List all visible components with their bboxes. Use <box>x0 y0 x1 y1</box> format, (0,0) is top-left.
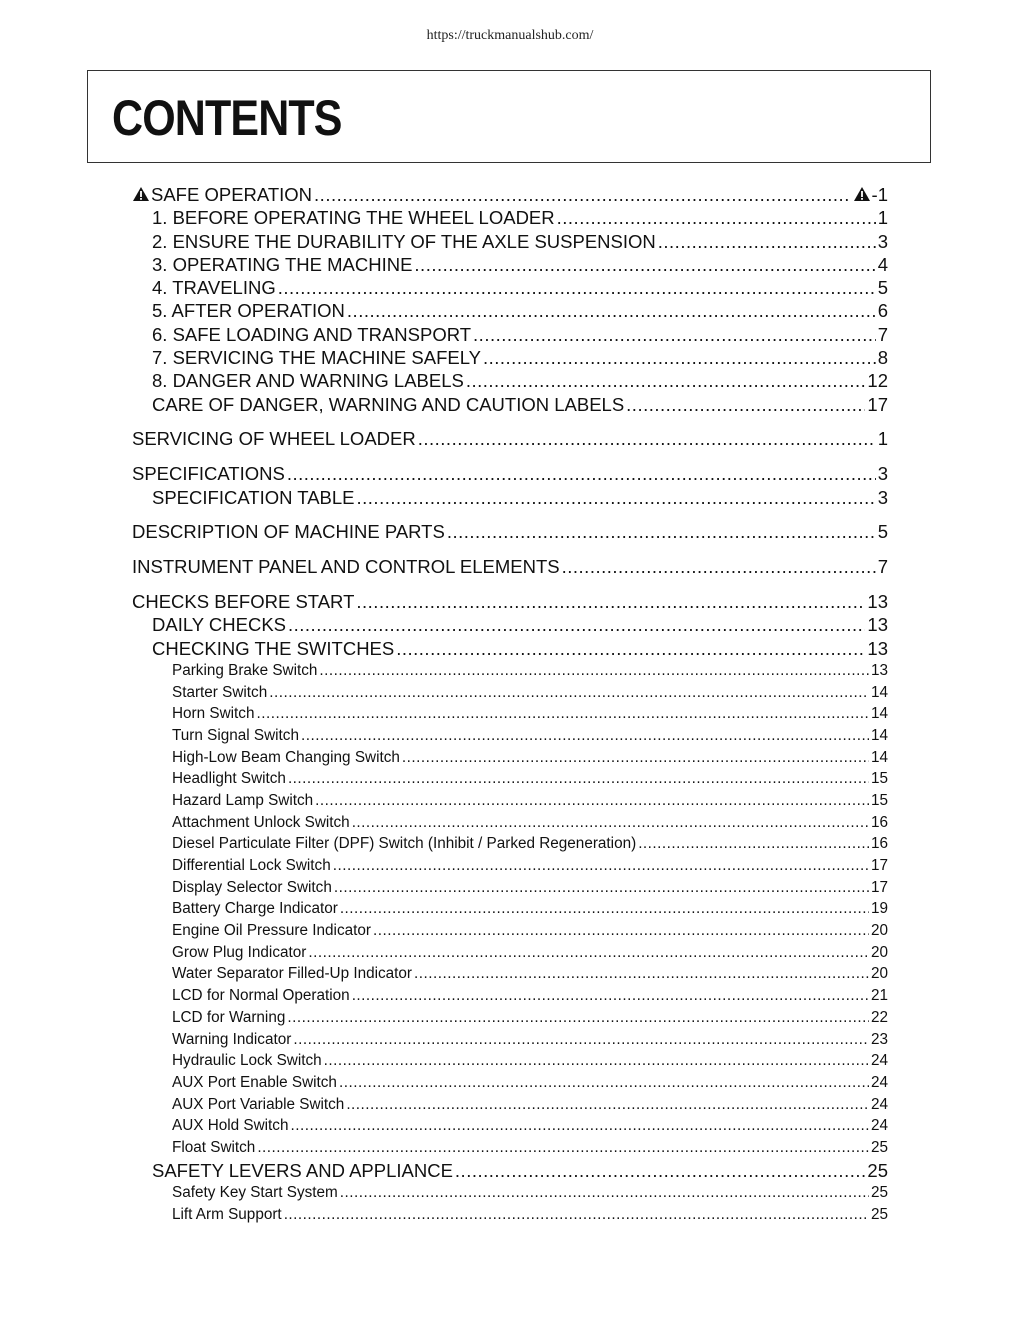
toc-entry-page <box>871 747 888 769</box>
toc-entry-page <box>867 1159 888 1182</box>
toc-entry-text: Starter Switch <box>172 683 268 701</box>
toc-entry[interactable] <box>132 812 888 834</box>
toc-entry-page <box>871 963 888 985</box>
toc-entry-text: SPECIFICATION TABLE <box>152 486 355 508</box>
toc-entry[interactable] <box>132 790 888 812</box>
toc-entry-page <box>871 1204 888 1226</box>
page-number: 17 <box>867 393 888 415</box>
toc-entry-text: INSTRUMENT PANEL AND CONTROL ELEMENTS <box>132 556 560 578</box>
page-number: 15 <box>870 791 888 809</box>
toc-entry-page <box>878 323 888 346</box>
toc-entry[interactable] <box>132 1115 888 1137</box>
dot-leader <box>396 637 865 660</box>
toc-entry[interactable] <box>132 1159 888 1182</box>
page-number: 13 <box>870 661 888 679</box>
toc-entry-text: High-Low Beam Changing Switch <box>172 748 400 766</box>
toc-entry[interactable] <box>132 855 888 877</box>
toc-entry-label <box>152 486 355 509</box>
toc-entry[interactable] <box>132 520 888 543</box>
toc-entry[interactable] <box>132 660 888 682</box>
toc-entry-label <box>172 1029 291 1051</box>
toc-entry[interactable] <box>132 183 888 206</box>
toc-entry-label <box>172 898 338 920</box>
toc-entry-text: 1. BEFORE OPERATING THE WHEEL LOADER <box>152 207 555 229</box>
toc-entry-text: LCD for Normal Operation <box>172 987 350 1005</box>
dot-leader <box>339 1072 869 1094</box>
toc-entry-label <box>172 660 317 682</box>
toc-entry-page <box>871 1115 888 1137</box>
dot-leader <box>418 427 876 450</box>
toc-entry-label <box>172 920 371 942</box>
page-number: 6 <box>877 300 888 322</box>
toc-entry-label <box>152 206 555 229</box>
page-number: 20 <box>870 922 888 940</box>
toc-entry[interactable] <box>132 1137 888 1159</box>
page-number: 5 <box>877 277 888 299</box>
toc-entry-label <box>172 1072 337 1094</box>
toc-entry-label <box>132 462 285 485</box>
toc-entry[interactable] <box>132 985 888 1007</box>
toc-entry-text: Display Selector Switch <box>172 878 332 896</box>
toc-entry-label <box>172 747 400 769</box>
dot-leader <box>340 898 869 920</box>
toc-entry-page <box>878 299 888 322</box>
toc-entry-text: Engine Oil Pressure Indicator <box>172 922 371 940</box>
toc-entry-text: DESCRIPTION OF MACHINE PARTS <box>132 521 445 543</box>
toc-entry-text: Battery Charge Indicator <box>172 900 338 918</box>
toc-entry-text: 7. SERVICING THE MACHINE SAFELY <box>152 347 481 369</box>
toc-entry-text: Lift Arm Support <box>172 1205 282 1223</box>
page-number: 17 <box>870 878 888 896</box>
toc-entry-text: Warning Indicator <box>172 1030 292 1048</box>
toc-entry-page <box>871 703 888 725</box>
dot-leader <box>455 1159 866 1182</box>
toc-entry-label <box>152 323 471 346</box>
toc-entry-page <box>853 183 888 206</box>
toc-entry-text: 3. OPERATING THE MACHINE <box>152 253 413 275</box>
toc-entry-label <box>172 1007 285 1029</box>
dot-leader <box>257 1137 869 1159</box>
toc-entry-text: Parking Brake Switch <box>172 661 318 679</box>
page-number: 19 <box>870 900 888 918</box>
dot-leader <box>414 253 875 276</box>
table-of-contents <box>132 183 888 1225</box>
toc-entry-text: 2. ENSURE THE DURABILITY OF THE AXLE SUSPENSION <box>152 230 656 252</box>
toc-entry-text: 5. AFTER OPERATION <box>152 300 345 322</box>
dot-leader <box>334 877 869 899</box>
toc-entry[interactable] <box>132 299 888 322</box>
toc-entry-label <box>172 1115 288 1137</box>
toc-entry-page <box>867 393 888 416</box>
dot-leader <box>466 369 866 392</box>
toc-entry-text: Water Separator Filled-Up Indicator <box>172 965 413 983</box>
toc-entry[interactable] <box>132 369 888 392</box>
dot-leader <box>315 790 869 812</box>
dot-leader <box>301 725 869 747</box>
toc-entry-label <box>172 682 267 704</box>
source-url: https://truckmanualshub.com/ <box>426 28 594 43</box>
dot-leader <box>293 1029 869 1051</box>
page-number: 16 <box>870 835 888 853</box>
toc-entry-label <box>152 230 656 253</box>
page-number: 20 <box>870 965 888 983</box>
toc-entry-page <box>871 790 888 812</box>
toc-entry[interactable] <box>132 276 888 299</box>
toc-entry[interactable] <box>132 877 888 899</box>
toc-entry-text: 4. TRAVELING <box>152 277 276 299</box>
dot-leader <box>290 1115 869 1137</box>
toc-entry-text: CARE OF DANGER, WARNING AND CAUTION LABELS <box>152 393 625 415</box>
toc-entry[interactable] <box>132 1072 888 1094</box>
toc-entry-page <box>871 1007 888 1029</box>
page-number: 24 <box>870 1073 888 1091</box>
page-number: 14 <box>870 726 888 744</box>
dot-leader <box>658 230 876 253</box>
toc-entry-label <box>172 985 350 1007</box>
page-number: 16 <box>870 813 888 831</box>
toc-entry-text: SAFETY LEVERS AND APPLIANCE <box>152 1159 453 1181</box>
toc-entry-label <box>172 1137 255 1159</box>
page-number: 25 <box>867 1159 888 1181</box>
dot-leader <box>414 963 869 985</box>
toc-entry[interactable] <box>132 206 888 229</box>
toc-entry-text: Horn Switch <box>172 705 255 723</box>
toc-entry[interactable] <box>132 1204 888 1226</box>
toc-entry-page <box>871 833 888 855</box>
toc-entry[interactable] <box>132 590 888 613</box>
toc-entry-page <box>871 920 888 942</box>
toc-entry-label <box>172 725 299 747</box>
toc-entry-page <box>878 346 888 369</box>
toc-entry-page <box>867 590 888 613</box>
page-number: 22 <box>870 1008 888 1026</box>
toc-entry-page <box>871 877 888 899</box>
toc-entry-text: LCD for Warning <box>172 1008 286 1026</box>
toc-entry-text: DAILY CHECKS <box>152 614 286 636</box>
dot-leader <box>347 299 876 322</box>
toc-entry-label <box>152 253 412 276</box>
toc-entry-page <box>878 555 888 578</box>
toc-entry-text: CHECKS BEFORE START <box>132 590 355 612</box>
toc-entry[interactable] <box>132 230 888 253</box>
page-number: 17 <box>870 857 888 875</box>
toc-entry-label <box>152 369 464 392</box>
toc-entry[interactable] <box>132 1007 888 1029</box>
toc-entry-page <box>871 725 888 747</box>
toc-entry-text: Attachment Unlock Switch <box>172 813 350 831</box>
toc-entry-page <box>867 637 888 660</box>
toc-entry-page <box>867 369 888 392</box>
toc-entry[interactable] <box>132 323 888 346</box>
toc-entry-label <box>172 812 350 834</box>
dot-leader <box>373 920 869 942</box>
toc-entry-text: Float Switch <box>172 1138 256 1156</box>
toc-entry[interactable] <box>132 393 888 416</box>
dot-leader <box>447 520 876 543</box>
toc-entry[interactable] <box>132 637 888 660</box>
toc-entry-label <box>132 590 354 613</box>
toc-entry-text: AUX Hold Switch <box>172 1117 289 1135</box>
page-number: 8 <box>877 347 888 369</box>
toc-entry-label <box>172 855 331 877</box>
dot-leader <box>308 942 869 964</box>
page-number: 23 <box>870 1030 888 1048</box>
toc-entry[interactable] <box>132 920 888 942</box>
toc-entry-page <box>871 1050 888 1072</box>
toc-entry-label <box>132 555 560 578</box>
toc-entry-text: 8. DANGER AND WARNING LABELS <box>152 370 464 392</box>
toc-entry[interactable] <box>132 768 888 790</box>
toc-entry-label <box>152 1159 453 1182</box>
toc-entry-label <box>152 393 624 416</box>
page-number: 24 <box>870 1117 888 1135</box>
toc-entry[interactable] <box>132 703 888 725</box>
toc-entry[interactable] <box>132 833 888 855</box>
toc-entry[interactable] <box>132 1050 888 1072</box>
toc-entry-label <box>172 1050 322 1072</box>
toc-entry-label <box>152 276 276 299</box>
warning-triangle-icon <box>132 186 150 202</box>
page-number: 3 <box>877 463 888 485</box>
toc-entry-text: Turn Signal Switch <box>172 726 299 744</box>
toc-entry-text: AUX Port Enable Switch <box>172 1073 337 1091</box>
toc-entry[interactable] <box>132 1182 888 1204</box>
dot-leader <box>473 323 876 346</box>
toc-entry[interactable] <box>132 346 888 369</box>
dot-leader <box>483 346 876 369</box>
toc-entry-label <box>152 613 286 636</box>
dot-leader <box>288 613 865 636</box>
toc-entry-page <box>871 1072 888 1094</box>
toc-entry[interactable] <box>132 427 888 450</box>
page-number: 14 <box>870 683 888 701</box>
toc-entry-text: AUX Port Variable Switch <box>172 1095 345 1113</box>
page-number: 3 <box>877 486 888 508</box>
toc-entry[interactable] <box>132 942 888 964</box>
toc-entry-page <box>871 1094 888 1116</box>
page-number: 13 <box>867 614 888 636</box>
page-number: 3 <box>877 230 888 252</box>
toc-entry-label <box>152 346 481 369</box>
toc-entry-page <box>878 486 888 509</box>
page-title: CONTENTS <box>112 90 342 146</box>
toc-entry[interactable] <box>132 613 888 636</box>
page-number: 25 <box>870 1183 888 1201</box>
toc-entry-label <box>172 942 306 964</box>
dot-leader <box>269 682 869 704</box>
dot-leader <box>356 590 865 613</box>
toc-entry-page <box>871 682 888 704</box>
toc-entry[interactable] <box>132 747 888 769</box>
dot-leader <box>284 1204 869 1226</box>
toc-entry-text: Headlight Switch <box>172 770 286 788</box>
page-number: 7 <box>877 323 888 345</box>
dot-leader <box>562 555 876 578</box>
page-number: 14 <box>870 748 888 766</box>
toc-entry-page <box>871 1029 888 1051</box>
toc-entry[interactable] <box>132 898 888 920</box>
toc-entry-label <box>132 427 416 450</box>
toc-entry-page <box>871 942 888 964</box>
toc-entry-label <box>152 637 394 660</box>
toc-entry-label <box>172 703 254 725</box>
toc-entry[interactable] <box>132 1029 888 1051</box>
toc-entry-text: Grow Plug Indicator <box>172 943 307 961</box>
page-number: 13 <box>867 590 888 612</box>
toc-entry-page <box>878 462 888 485</box>
dot-leader <box>557 206 876 229</box>
dot-leader <box>638 833 869 855</box>
toc-entry-page <box>867 613 888 636</box>
toc-entry-page <box>871 855 888 877</box>
toc-entry-label <box>172 1204 282 1226</box>
title-box <box>87 70 931 163</box>
toc-entry-text: Hazard Lamp Switch <box>172 791 314 809</box>
dot-leader <box>626 393 865 416</box>
toc-entry-text: Hydraulic Lock Switch <box>172 1052 322 1070</box>
toc-entry-page <box>878 230 888 253</box>
toc-entry-page <box>871 1182 888 1204</box>
toc-entry-label <box>172 877 332 899</box>
toc-entry-label <box>132 183 312 206</box>
toc-entry[interactable] <box>132 253 888 276</box>
dot-leader <box>333 855 869 877</box>
dot-leader <box>340 1182 869 1204</box>
page-number: 24 <box>870 1052 888 1070</box>
toc-entry-page <box>871 660 888 682</box>
toc-entry-text: 6. SAFE LOADING AND TRANSPORT <box>152 323 472 345</box>
toc-entry[interactable] <box>132 963 888 985</box>
dot-leader <box>256 703 869 725</box>
toc-entry-text: SERVICING OF WHEEL LOADER <box>132 428 416 450</box>
toc-entry-text: SAFE OPERATION <box>151 184 313 205</box>
toc-entry-page <box>871 985 888 1007</box>
toc-entry-label <box>172 1094 344 1116</box>
toc-entry-text: Safety Key Start System <box>172 1183 338 1201</box>
toc-entry-label <box>172 963 412 985</box>
toc-entry-text: CHECKING THE SWITCHES <box>152 637 395 659</box>
dot-leader <box>352 985 869 1007</box>
page-number: 13 <box>867 637 888 659</box>
warning-triangle-icon <box>853 186 871 202</box>
page-number: 14 <box>870 705 888 723</box>
page-number: -1 <box>871 184 888 205</box>
dot-leader <box>278 276 876 299</box>
toc-entry-page <box>878 427 888 450</box>
toc-entry-page <box>871 768 888 790</box>
dot-leader <box>314 183 851 206</box>
toc-entry[interactable] <box>132 462 888 485</box>
toc-entry-page <box>871 898 888 920</box>
dot-leader <box>287 462 876 485</box>
toc-entry-page <box>878 253 888 276</box>
toc-entry[interactable] <box>132 1094 888 1116</box>
toc-entry-label <box>172 768 286 790</box>
toc-entry-label <box>172 833 636 855</box>
dot-leader <box>357 486 876 509</box>
dot-leader <box>402 747 869 769</box>
page-number: 24 <box>870 1095 888 1113</box>
toc-entry-text: Diesel Particulate Filter (DPF) Switch (Inhibit / Parked Regeneration) <box>172 835 637 853</box>
toc-entry-page <box>878 206 888 229</box>
dot-leader <box>346 1094 869 1116</box>
toc-entry[interactable] <box>132 486 888 509</box>
toc-entry-page <box>871 812 888 834</box>
page-number: 1 <box>877 207 888 229</box>
toc-entry-label <box>132 520 445 543</box>
toc-entry-label <box>172 790 313 812</box>
toc-entry-label <box>172 1182 338 1204</box>
page-number: 7 <box>877 556 888 578</box>
page-number: 20 <box>870 943 888 961</box>
toc-entry-text: Differential Lock Switch <box>172 857 331 875</box>
page-number: 15 <box>870 770 888 788</box>
page-number: 25 <box>870 1138 888 1156</box>
toc-entry[interactable] <box>132 725 888 747</box>
dot-leader <box>352 812 869 834</box>
page-number: 5 <box>877 521 888 543</box>
dot-leader <box>287 1007 869 1029</box>
page-number: 12 <box>867 370 888 392</box>
page-number: 4 <box>877 253 888 275</box>
dot-leader <box>288 768 869 790</box>
dot-leader <box>319 660 869 682</box>
toc-entry-label <box>152 299 345 322</box>
toc-entry-page <box>878 520 888 543</box>
toc-entry[interactable] <box>132 682 888 704</box>
dot-leader <box>324 1050 869 1072</box>
toc-entry[interactable] <box>132 555 888 578</box>
toc-entry-page <box>871 1137 888 1159</box>
page-number: 25 <box>870 1205 888 1223</box>
page-number: 1 <box>877 428 888 450</box>
toc-entry-text: SPECIFICATIONS <box>132 463 285 485</box>
toc-entry-page <box>878 276 888 299</box>
page-number: 21 <box>870 987 888 1005</box>
